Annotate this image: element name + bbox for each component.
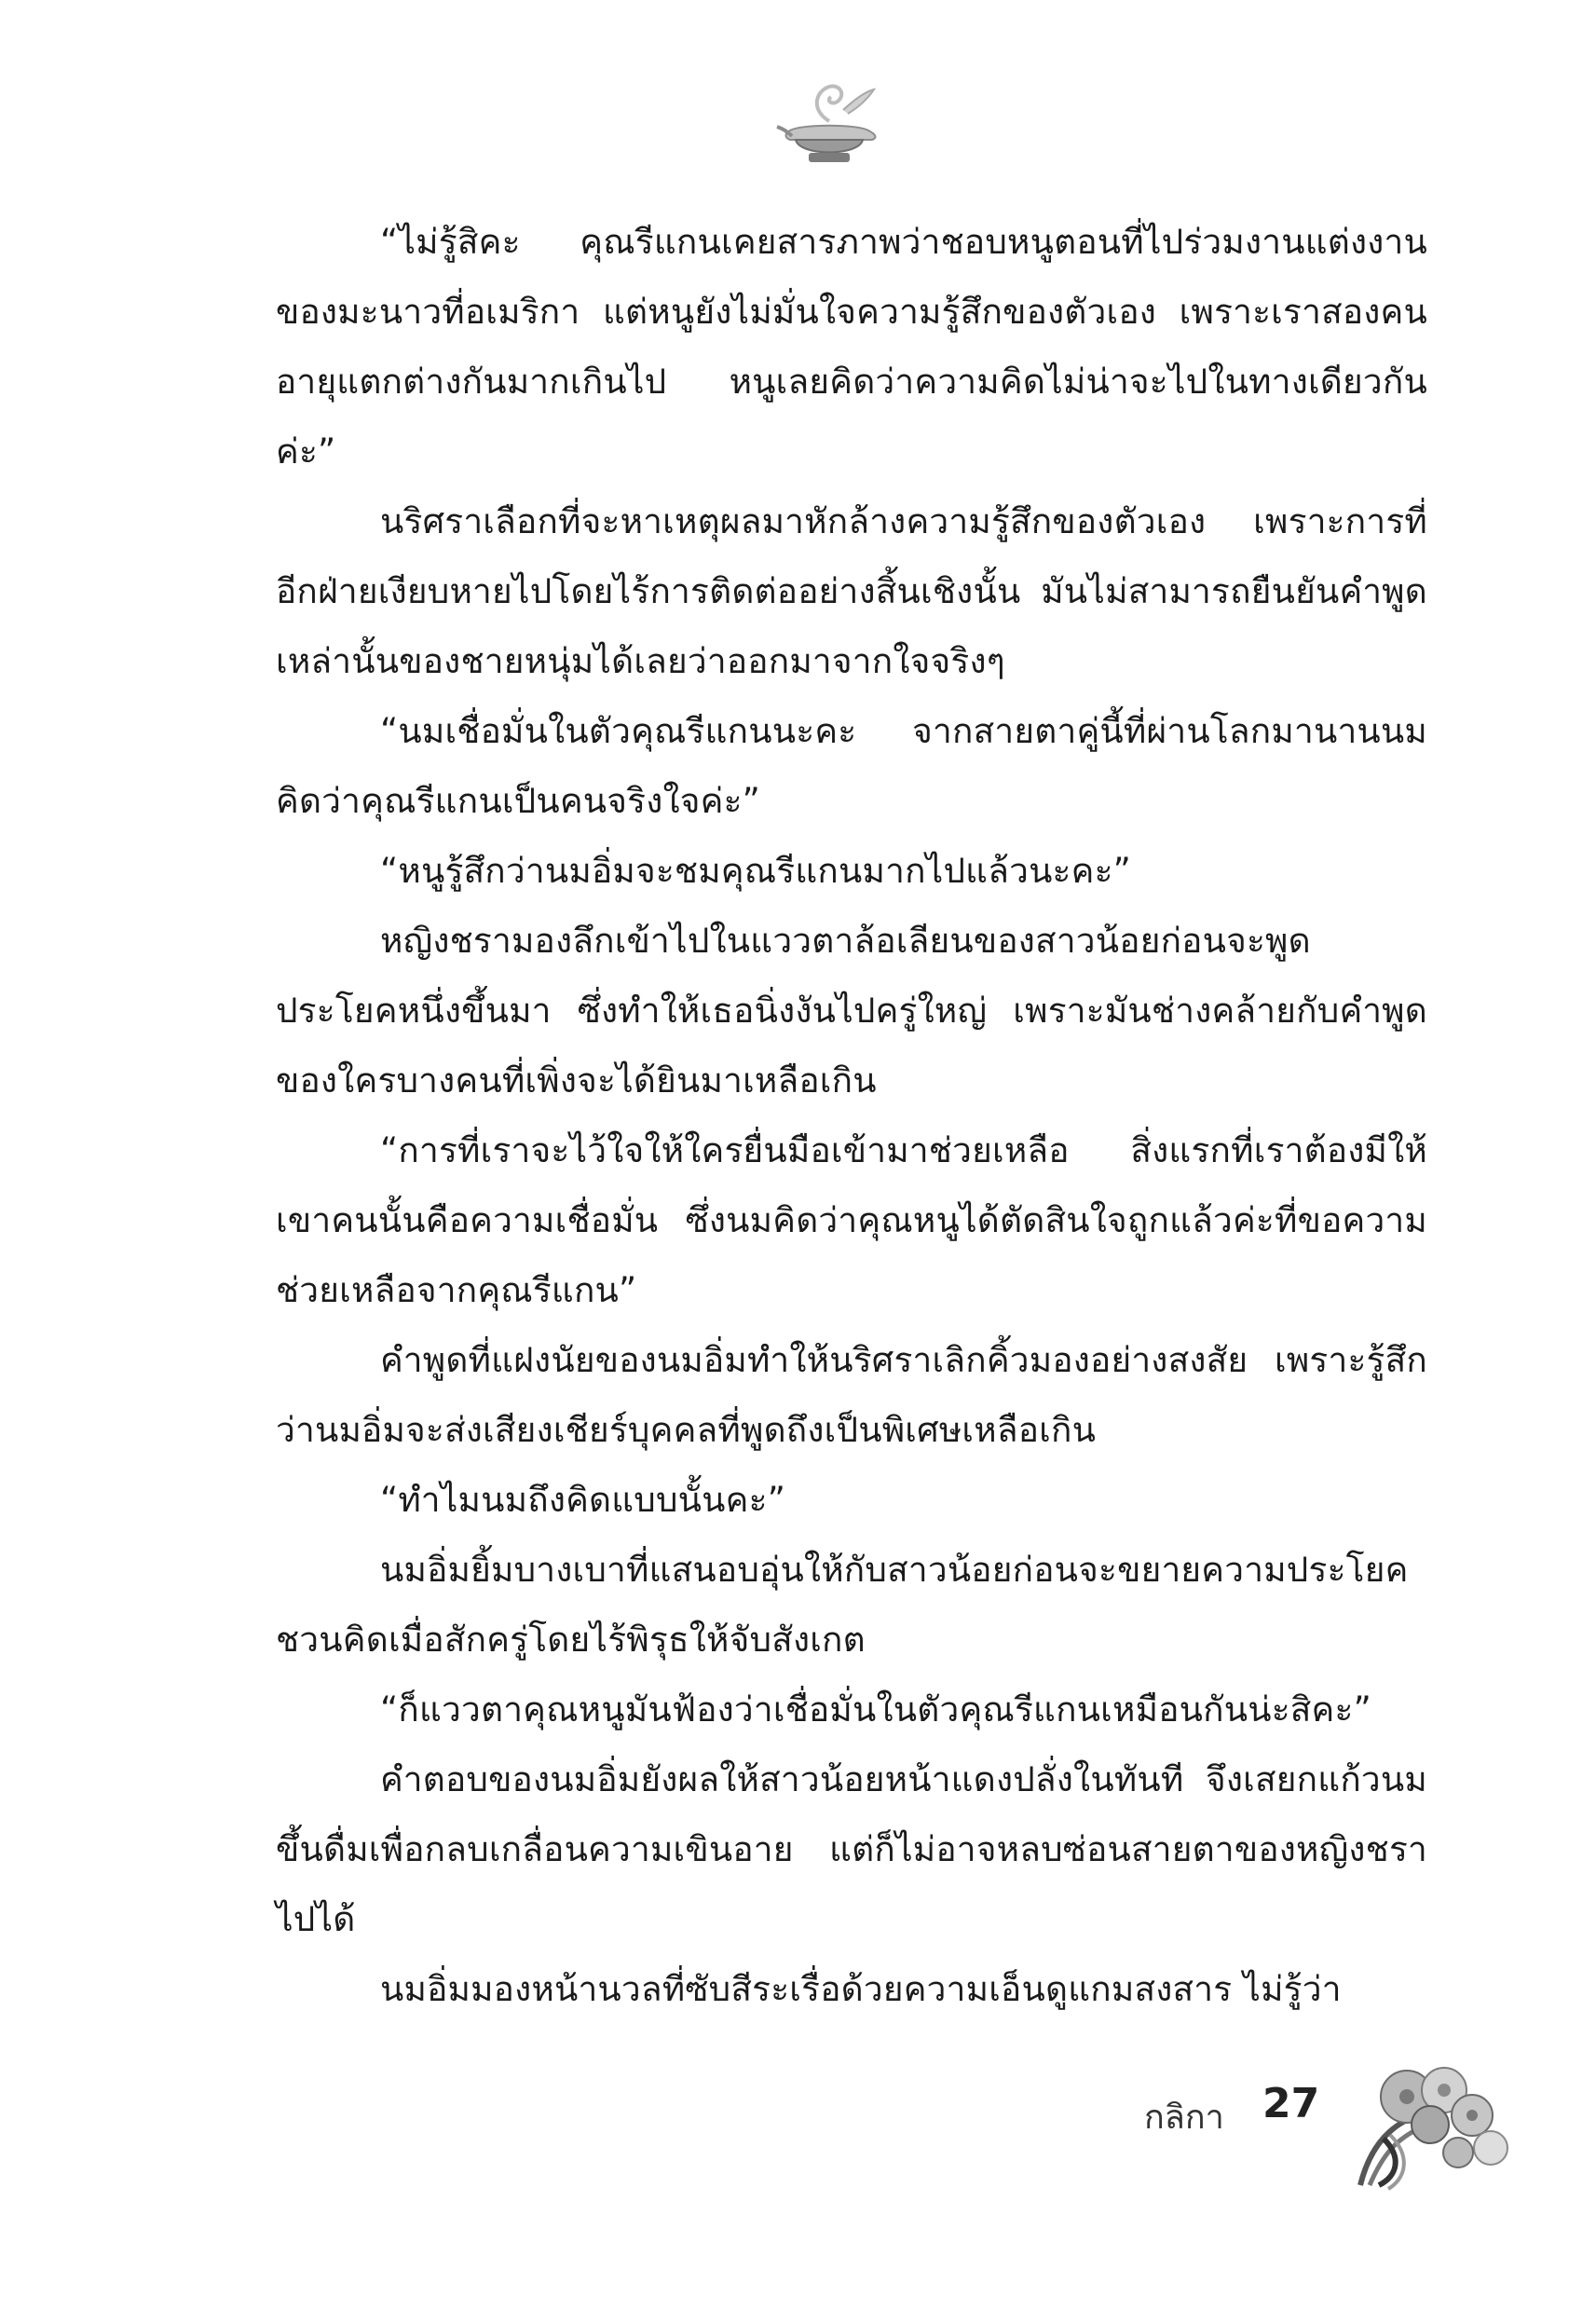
paragraph: หญิงชรามองลึกเข้าไปในแววตาล้อเลียนของสาวน้อยก่อนจะพูดประโยคหนึ่งขึ้นมา ซึ่งทำให้เธอนิ่งงันไปครู่ใหญ่ เพราะมันช่างคล้ายกับคำพูดของใครบางคนที่เพิ่งจะได้ยินมาเหลือเกิน: [276, 921, 1427, 1101]
body-text: [276, 207, 1427, 2024]
paragraph: นมอิ่มมองหน้านวลที่ซับสีระเรื่อด้วยความเอ็นดูแกมสงสาร ไม่รู้ว่า: [380, 1969, 1342, 2009]
paragraph: “หนูรู้สึกว่านมอิ่มจะชมคุณรีแกนมากไปแล้วนะคะ”: [380, 851, 1132, 891]
lamp-icon: [773, 73, 885, 175]
page-number: 27: [1262, 2080, 1320, 2127]
paragraph: “การที่เราจะไว้ใจให้ใครยื่นมือเข้ามาช่วยเหลือ สิ่งแรกที่เราต้องมีให้เขาคนนั้นคือความเชื่อมั่น ซึ่งนมคิดว่าคุณหนูได้ตัดสินใจถูกแล้วค่ะที่ขอความช่วยเหลือจากคุณรีแกน”: [276, 1130, 1427, 1310]
paragraph: คำตอบของนมอิ่มยังผลให้สาวน้อยหน้าแดงปลั่งในทันที จึงเสยกแก้วนมขึ้นดื่มเพื่อกลบเกลื่อนความเขินอาย แต่ก็ไม่อาจหลบซ่อนสายตาของหญิงชราไปได้: [276, 1759, 1427, 1939]
paragraph: คำพูดที่แฝงนัยของนมอิ่มทำให้นริศราเลิกคิ้วมองอย่างสงสัย เพราะรู้สึกว่านมอิ่มจะส่งเสียงเชียร์บุคคลที่พูดถึงเป็นพิเศษเหลือเกิน: [276, 1340, 1427, 1450]
paragraph: “นมเชื่อมั่นในตัวคุณรีแกนนะคะ จากสายตาคู่นี้ที่ผ่านโลกมานานนมคิดว่าคุณรีแกนเป็นคนจริงใจค่ะ”: [276, 711, 1427, 821]
paragraph: นมอิ่มยิ้มบางเบาที่แสนอบอุ่นให้กับสาวน้อยก่อนจะขยายความประโยคชวนคิดเมื่อสักครู่โดยไร้พิรุธให้จับสังเกต: [276, 1550, 1409, 1660]
flower-bouquet-icon: [1332, 2045, 1519, 2195]
paragraph: “ไม่รู้สิคะ คุณรีแกนเคยสารภาพว่าชอบหนูตอนที่ไปร่วมงานแต่งงานของมะนาวที่อเมริกา แต่หนูยังไม่มั่นใจความรู้สึกของตัวเอง เพราะเราสองคนอายุแตกต่างกันมากเกินไป หนูเลยคิดว่าความคิดไม่น่าจะไปในทางเดียวกันค่ะ”: [276, 222, 1427, 472]
paragraph: “ทำไมนมถึงคิดแบบนั้นคะ”: [380, 1480, 786, 1520]
book-title: กลิกา: [1144, 2099, 1224, 2137]
paragraph: นริศราเลือกที่จะหาเหตุผลมาหักล้างความรู้สึกของตัวเอง เพราะการที่อีกฝ่ายเงียบหายไปโดยไร้การติดต่ออย่างสิ้นเชิงนั้น มันไม่สามารถยืนยันคำพูดเหล่านั้นของชายหนุ่มได้เลยว่าออกมาจากใจจริงๆ: [276, 501, 1427, 681]
paragraph: “ก็แววตาคุณหนูมันฟ้องว่าเชื่อมั่นในตัวคุณรีแกนเหมือนกันน่ะสิคะ”: [380, 1689, 1371, 1730]
